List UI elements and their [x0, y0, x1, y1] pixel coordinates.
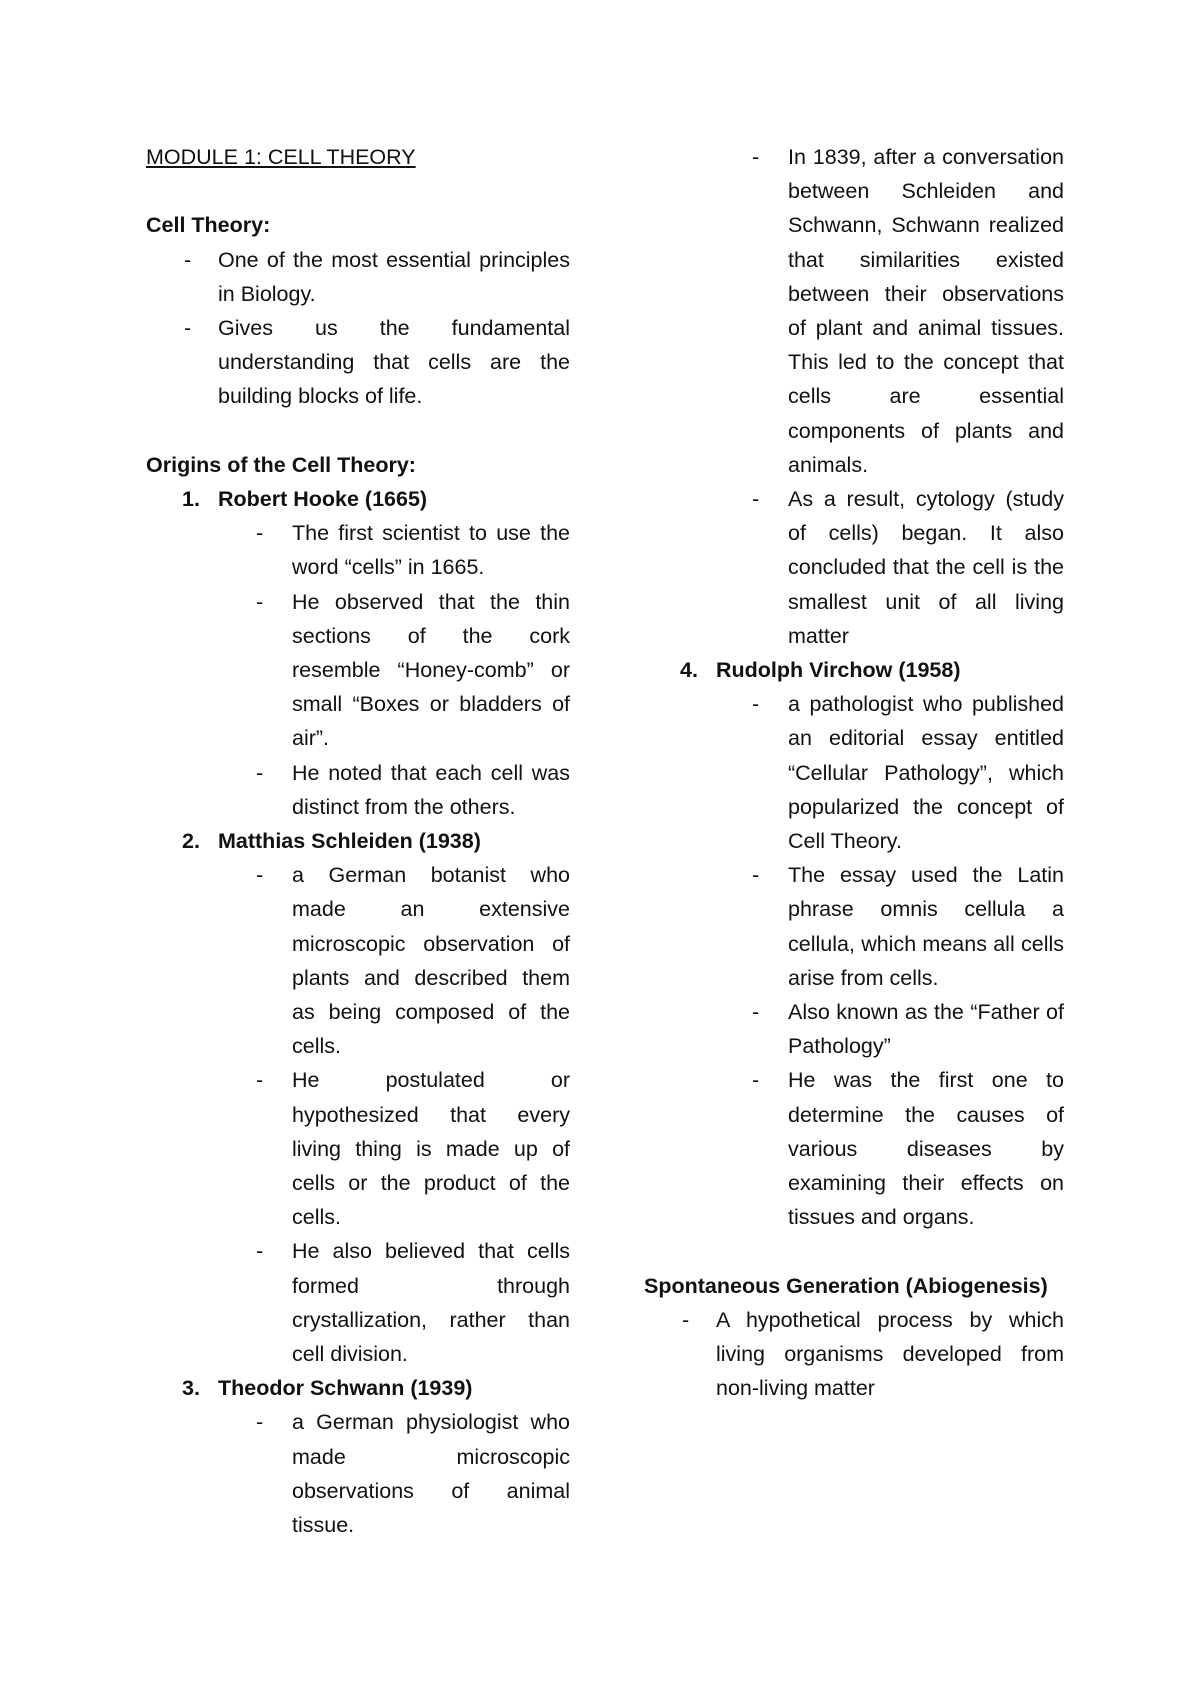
bullet-dash: - [256, 863, 264, 888]
bullet-dash: - [682, 1307, 690, 1332]
left-column [146, 140, 570, 1542]
scientist-bullets [146, 516, 570, 824]
bullet-dash: - [752, 487, 760, 512]
scientist-name: Robert Hooke (1665) [218, 486, 428, 511]
bullet-dash: - [752, 692, 760, 717]
bullet-dash: - [256, 1239, 264, 1264]
bullet-dash: - [256, 589, 264, 614]
module-title: MODULE 1: CELL THEORY [146, 145, 416, 169]
list-item: - He also believed that cells formed through crystallization, rather than cell division. [146, 1234, 570, 1371]
scientist-name: Rudolph Virchow (1958) [716, 658, 961, 683]
scientist-bullets [146, 1405, 570, 1542]
list-item: - One of the most essential principles in Biology. [146, 243, 570, 311]
spontaneous-generation-heading: Spontaneous Generation (Abiogenesis) [644, 1273, 1048, 1298]
origins-heading: Origins of the Cell Theory: [146, 452, 416, 477]
bullet-dash: - [184, 247, 192, 272]
list-item: - Also known as the “Father of Pathology” [644, 995, 1064, 1063]
bullet-dash: - [256, 1068, 264, 1093]
scientist-bullets [644, 687, 1064, 1234]
list-item: - The first scientist to use the word “cells” in 1665. [146, 516, 570, 584]
scientist-number: 3. [182, 1376, 200, 1401]
scientist-number: 1. [182, 486, 200, 511]
scientist-heading [146, 824, 570, 858]
list-item: - Gives us the fundamental understanding that cells are the building blocks of life. [146, 311, 570, 414]
scientist-name: Matthias Schleiden (1938) [218, 828, 481, 853]
spontaneous-bullets [644, 1303, 1064, 1406]
list-item: - He noted that each cell was distinct from the others. [146, 756, 570, 824]
list-item: - a German botanist who made an extensive microscopic observation of plants and described them as being composed of the cells. [146, 858, 570, 1063]
scientist-name: Theodor Schwann (1939) [218, 1376, 473, 1401]
list-item: - He was the first one to determine the causes of various diseases by examining their effects on tissues and organs. [644, 1063, 1064, 1234]
list-item: - He observed that the thin sections of the cork resemble “Honey-comb” or small “Boxes or bladders of air”. [146, 585, 570, 756]
scientist-number: 2. [182, 828, 200, 853]
scientist-bullets [146, 858, 570, 1371]
list-item: - In 1839, after a conversation between Schleiden and Schwann, Schwann realized that similarities existed between their observations of plant and animal tissues. This led to the concept that cells are essential components of plants and animals. [644, 140, 1064, 482]
bullet-dash: - [256, 760, 264, 785]
bullet-dash: - [256, 521, 264, 546]
cell-theory-heading: Cell Theory: [146, 213, 271, 238]
list-item: - As a result, cytology (study of cells) began. It also concluded that the cell is the smallest unit of all living matter [644, 482, 1064, 653]
list-item: - a pathologist who published an editorial essay entitled “Cellular Pathology”, which popularized the concept of Cell Theory. [644, 687, 1064, 858]
right-column [644, 140, 1064, 1405]
bullet-dash: - [752, 1000, 760, 1025]
list-item: - a German physiologist who made microscopic observations of animal tissue. [146, 1405, 570, 1542]
bullet-dash: - [752, 145, 760, 169]
cell-theory-bullets [146, 243, 570, 414]
scientist-number: 4. [680, 658, 698, 683]
bullet-dash: - [752, 1068, 760, 1093]
scientist-heading [644, 653, 1064, 687]
list-item: - The essay used the Latin phrase omnis cellula a cellula, which means all cells arise from cells. [644, 858, 1064, 995]
scientist-heading [146, 482, 570, 516]
bullet-dash: - [184, 315, 192, 340]
list-item: - A hypothetical process by which living organisms developed from non-living matter [644, 1303, 1064, 1406]
bullet-dash: - [256, 1410, 264, 1435]
scientist-bullets-continued [644, 140, 1064, 653]
bullet-dash: - [752, 863, 760, 888]
scientist-heading [146, 1371, 570, 1405]
list-item: - He postulated or hypothesized that every living thing is made up of cells or the product of the cells. [146, 1063, 570, 1234]
